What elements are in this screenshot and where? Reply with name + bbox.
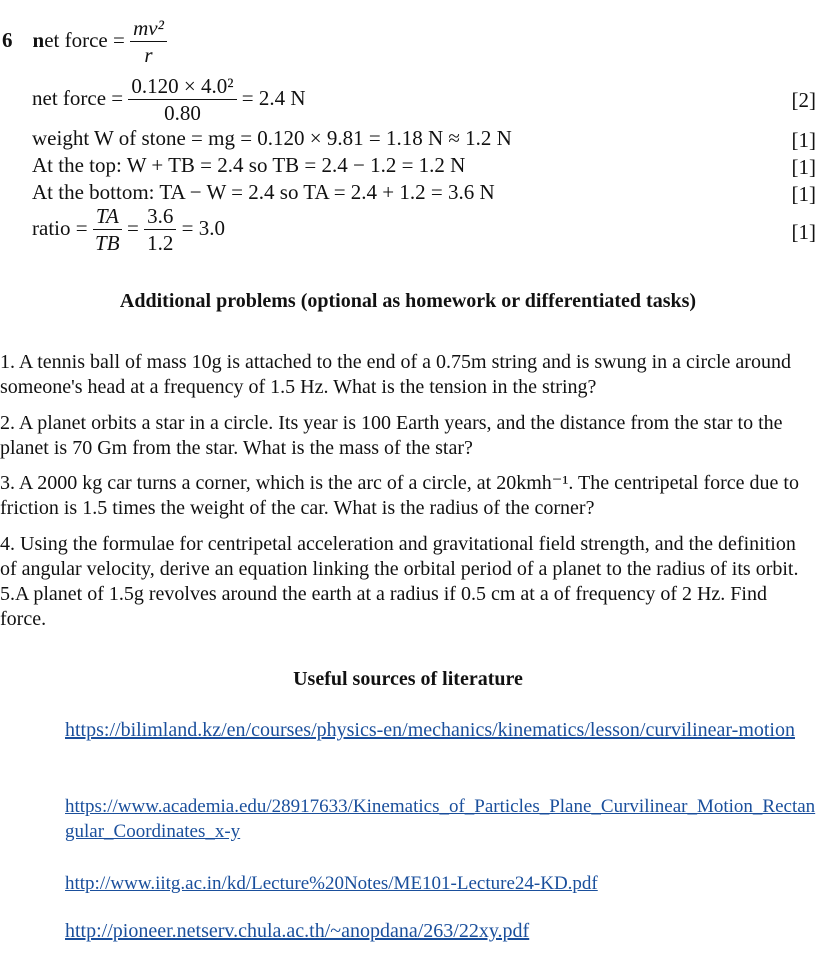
weight-line: weight W of stone = mg = 0.120 × 9.81 = 1.18 N ≈ 1.2 N [32,126,512,150]
fraction-denominator: 0.80 [164,101,201,125]
net-force-label: et force = [44,27,125,52]
problem-1: 1. A tennis ball of mass 10g is attached to the end of a 0.75m string and is swung in a circle around someone's head at a frequency of 1.5 Hz. What is the tension in the string? [0,351,791,398]
ratio-result: = 3.0 [181,215,225,240]
mark-line-3: [1] [791,155,816,179]
net-force-result: = 2.4 N [241,85,306,110]
formula-denominator: r [144,43,153,67]
solution-line-1 [32,76,306,124]
literature-link-4[interactable]: http://pioneer.netserv.chula.ac.th/~anopdana/263/22xy.pdf [65,920,530,942]
value-denominator: 1.2 [147,231,174,255]
bottom-tension-line: At the bottom: TA − W = 2.4 so TA = 2.4 + 1.2 = 3.6 N [32,180,495,204]
mark-line-4: [1] [791,182,816,206]
ratio-equals: = [127,215,139,240]
solution-line-0 [2,18,167,66]
ratio-numerator: TA [93,206,122,230]
tension-ratio-fraction [93,206,122,254]
net-force-fraction [128,76,236,124]
ratio-label: ratio = [32,215,88,240]
problem-4: 4. Using the formulae for centripetal acceleration and gravitational field strength, and the definition of angular velocity, derive an equation linking the orbital period of a planet to the radius of its orbit. 5.A planet of 1.5g revolves around the earth at a radius if 0.5 cm at a of frequency of 2 Hz. Find force. [0,533,799,630]
literature-link-2[interactable]: https://www.academia.edu/28917633/Kinematics_of_Particles_Plane_Curvilinear_Motion_Rectangular_Coordinates_x-y [65,796,816,842]
additional-problems-heading: Additional problems (optional as homework or differentiated tasks) [119,290,697,312]
mark-line-5: [1] [791,220,816,244]
centripetal-formula-fraction [130,18,167,66]
ratio-denominator: TB [95,231,120,255]
mark-line-1: [2] [791,88,816,112]
top-tension-line: At the top: W + TB = 2.4 so TB = 2.4 − 1.2 = 1.2 N [32,153,466,177]
fraction-numerator: 0.120 × 4.0² [128,76,236,100]
literature-heading: Useful sources of literature [293,668,523,690]
literature-link-1[interactable]: https://bilimland.kz/en/courses/physics-en/mechanics/kinematics/lesson/curvilinear-motion [65,719,795,741]
net-force-label: net force = [32,85,124,110]
bold-first-letter: n [32,27,45,52]
value-ratio-fraction [144,206,176,254]
formula-numerator: mv² [130,18,167,42]
problem-2: 2. A planet orbits a star in a circle. Its year is 100 Earth years, and the distance from the star to the planet is 70 Gm from the star. What is the mass of the star? [0,412,783,459]
value-numerator: 3.6 [144,206,176,230]
mark-line-2: [1] [791,128,816,152]
problem-3: 3. A 2000 kg car turns a corner, which is the arc of a circle, at 20kmh⁻¹. The centripetal force due to friction is 1.5 times the weight of the car. What is the radius of the corner? [0,472,799,519]
question-number: 6 [2,27,13,52]
ratio-line [32,206,225,254]
literature-link-3[interactable]: http://www.iitg.ac.in/kd/Lecture%20Notes/ME101-Lecture24-KD.pdf [65,873,598,894]
